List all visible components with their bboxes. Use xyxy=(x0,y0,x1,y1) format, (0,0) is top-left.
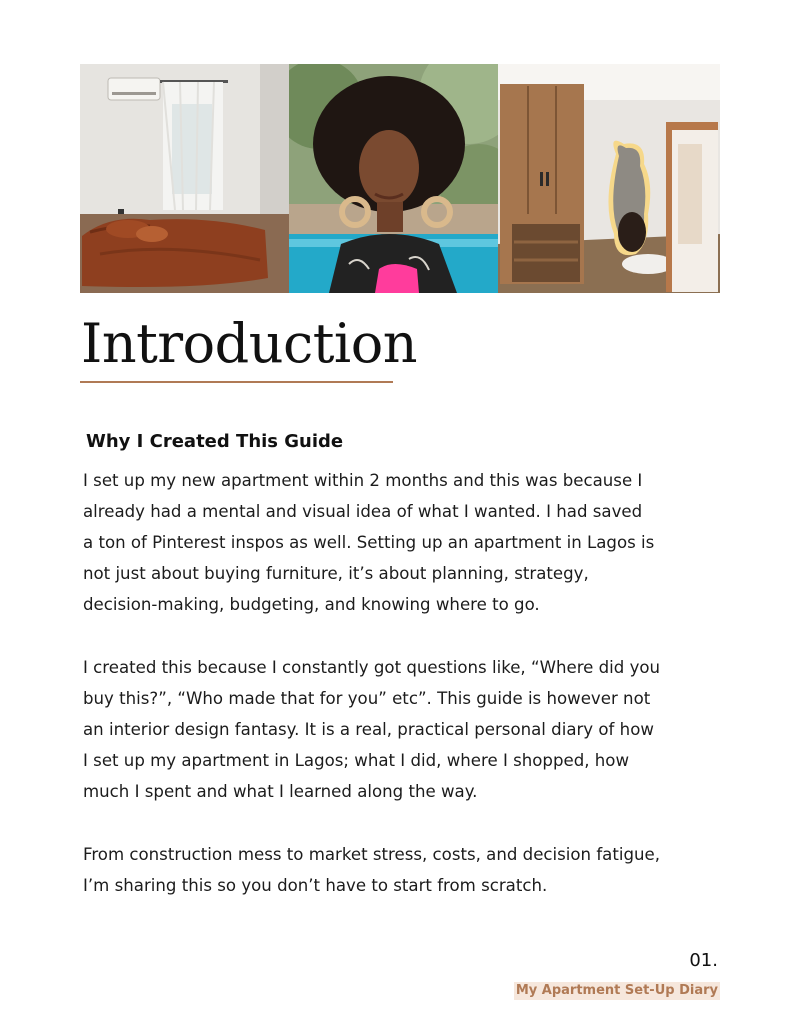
header-photo-strip xyxy=(80,64,720,293)
body-paragraph-1: I set up my new apartment within 2 months and this was because I already had a mental and visual idea of what I wanted. I had saved a ton of Pinterest inspos as well. Setting up an apartment in Lagos is not just about buying furniture, it’s about planning, strategy, decision-making, budgeting, and knowing where to go. xyxy=(83,471,655,614)
body-paragraph-2: I created this because I constantly got questions like, “Where did you buy this?”, “Who made that for you” etc”. This guide is however not an interior design fantasy. It is a real, practical personal diary of how I set up my apartment in Lagos; what I did, where I shopped, how much I spent and what I learned along the way. xyxy=(83,658,661,801)
title-underline xyxy=(80,381,393,383)
body-paragraph-3: From construction mess to market stress, costs, and decision fatigue, I’m sharing this so you don’t have to start from scratch. xyxy=(83,845,660,895)
bedroom-photo xyxy=(80,64,289,293)
wardrobe-mirror-photo xyxy=(498,64,720,293)
page-title: Introduction xyxy=(81,312,417,375)
footer-brand-label: My Apartment Set-Up Diary xyxy=(515,983,718,998)
section-heading: Why I Created This Guide xyxy=(86,431,344,452)
portrait-photo xyxy=(289,64,498,293)
page-number: 01. xyxy=(689,950,718,971)
